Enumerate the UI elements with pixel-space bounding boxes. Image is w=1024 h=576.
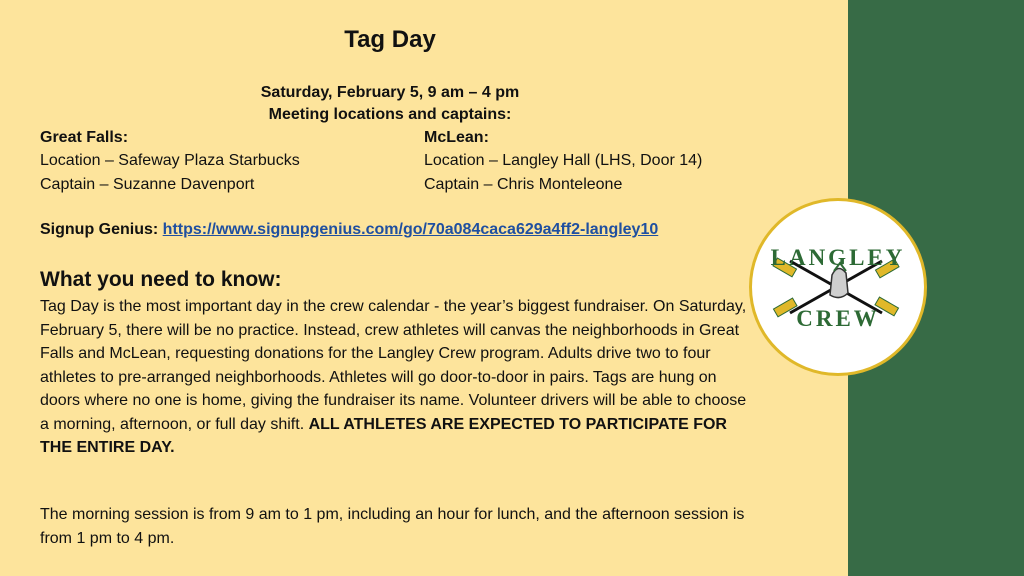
mclean-heading: McLean: [424, 129, 489, 146]
mclean-captain: Captain – Chris Monteleone [424, 176, 623, 193]
mclean-location: Location – Langley Hall (LHS, Door 14) [424, 152, 703, 169]
great-falls-captain: Captain – Suzanne Davenport [40, 176, 255, 193]
know-emphasis: ALL ATHLETES ARE EXPECTED TO PARTICIPATE FOR THE ENTIRE DAY. [40, 415, 727, 456]
slide-title: Tag Day [344, 26, 436, 53]
signup-link[interactable]: https://www.signupgenius.com/go/70a084caca629a4ff2-langley10 [162, 221, 659, 238]
crossed-oars-icon [752, 201, 924, 373]
signup-line [40, 219, 658, 241]
date-line: Saturday, February 5, 9 am – 4 pm [260, 84, 520, 101]
logo-top-text: LANGLEY [770, 245, 906, 270]
great-falls-heading: Great Falls: [40, 129, 129, 146]
langley-crew-logo [749, 198, 927, 376]
signup-label: Signup Genius: [40, 221, 163, 238]
meeting-line: Meeting locations and captains: [268, 106, 512, 123]
great-falls-location: Location – Safeway Plaza Starbucks [40, 152, 300, 169]
logo-bottom-text: CREW [796, 306, 880, 331]
know-heading: What you need to know: [40, 268, 282, 291]
know-paragraph [40, 295, 750, 460]
know-body: Tag Day is the most important day in the crew calendar - the year’s biggest fundraiser. On Saturday, February 5, there will be no practice. Instead, crew athletes will canvas the neighborhoods in Great Falls and McLean, requesting donations for the Langley Crew program. Adults drive two to four athletes to pre-arranged neighborhoods. Athletes will go door-to-door in pairs. Tags are hung on doors where no one is home, giving the fundraiser its name. Volunteer drivers will be able to choose a morning, afternoon, or full day shift. [40, 298, 747, 433]
session-paragraph: The morning session is from 9 am to 1 pm, including an hour for lunch, and the afternoon session is from 1 pm to 4 pm. [40, 506, 745, 547]
